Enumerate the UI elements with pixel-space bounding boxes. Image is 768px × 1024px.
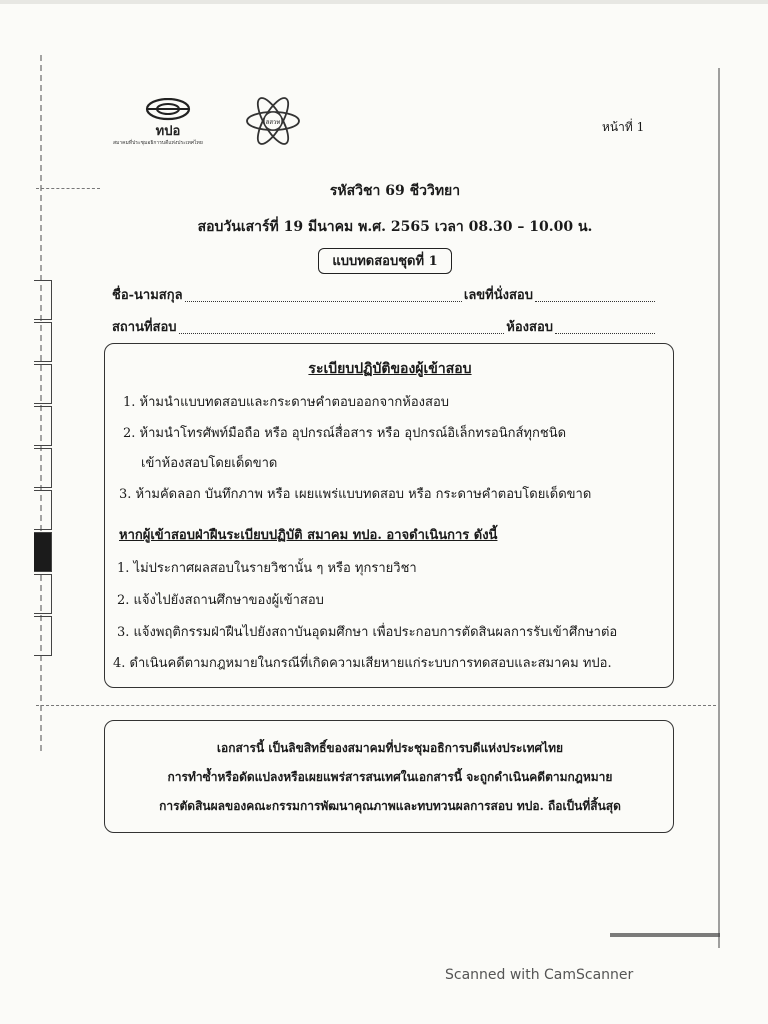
name-field[interactable] [185,300,462,302]
cupt-logo-text: ทปอ [155,124,181,138]
rule-item: 3. ห้ามคัดลอก บันทึกภาพ หรือ เผยแพร่แบบทดสอบ หรือ กระดาษคำตอบโดยเด็ดขาด [119,487,592,502]
rule-item: เข้าห้องสอบโดยเด็ดขาด [141,456,278,471]
exam-date: สอบวันเสาร์ที่ 19 มีนาคม พ.ศ. 2565 เวลา 08.30 – 10.00 น. [197,219,593,235]
seat-field[interactable] [535,300,655,302]
rule-item: 1. ห้ามนำแบบทดสอบและกระดาษคำตอบออกจากห้องสอบ [123,395,450,410]
seat-label: เลขที่นั่งสอบ [463,288,533,303]
rule-item: 2. ห้ามนำโทรศัพท์มือถือ หรือ อุปกรณ์สื่อสาร หรือ อุปกรณ์อิเล็กทรอนิกส์ทุกชนิด [123,426,567,441]
test-set-box: แบบทดสอบชุดที่ 1 [318,248,452,274]
dashed-rule [36,188,100,189]
copyright-line: การทำซ้ำหรือดัดแปลงหรือเผยแพร่สารสนเทศในเอกสารนี้ จะถูกดำเนินคดีตามกฎหมาย [167,770,613,784]
copyright-line: การตัดสินผลของคณะกรรมการพัฒนาคุณภาพและทบทวนผลการสอบ ทปอ. ถือเป็นที่สิ้นสุด [159,799,621,813]
name-label: ชื่อ-นามสกุล [112,288,183,303]
room-label: ห้องสอบ [506,320,553,335]
scan-mark [610,933,720,937]
subject-title: รหัสวิชา 69 ชีววิทยา [329,183,461,199]
ipst-atom-icon [244,92,302,150]
rules-title: ระเบียบปฏิบัติของผู้เข้าสอบ [308,361,472,377]
cupt-logo-caption: สมาคมที่ประชุมอธิการบดีแห่งประเทศไทย [113,140,203,146]
rules-box [104,343,674,688]
scanner-watermark: Scanned with CamScanner [445,967,634,983]
penalty-item: 4. ดำเนินคดีตามกฎหมายในกรณีที่เกิดความเสียหายแก่ระบบการทดสอบและสมาคม ทปอ. [113,656,612,671]
copyright-line: เอกสารนี้ เป็นลิขสิทธิ์ของสมาคมที่ประชุมอธิการบดีแห่งประเทศไทย [216,741,564,755]
dashed-rule [36,705,716,706]
penalty-title: หากผู้เข้าสอบฝ่าฝืนระเบียบปฏิบัติ สมาคม ทปอ. อาจดำเนินการ ดังนี้ [119,528,498,543]
name-seat-row [112,284,657,305]
scan-edge [0,0,768,4]
room-field[interactable] [555,332,655,334]
copyright-box [104,720,674,833]
answer-sheet-edge-boxes [34,280,52,658]
venue-room-row [112,316,657,337]
penalty-item: 1. ไม่ประกาศผลสอบในรายวิชานั้น ๆ หรือ ทุกรายวิชา [117,561,417,576]
venue-label: สถานที่สอบ [112,320,177,335]
ipst-logo-text: สสวท [265,119,281,126]
cupt-logo [113,98,223,158]
penalty-item: 2. แจ้งไปยังสถานศึกษาของผู้เข้าสอบ [117,593,324,608]
ipst-logo [244,92,302,150]
page-number: หน้าที่ 1 [602,120,645,134]
right-margin-rule [718,68,720,948]
cupt-emblem-icon [143,98,193,138]
penalty-item: 3. แจ้งพฤติกรรมฝ่าฝืนไปยังสถาบันอุดมศึกษา เพื่อประกอบการตัดสินผลการรับเข้าศึกษาต่อ [117,625,618,640]
venue-field[interactable] [179,332,505,334]
